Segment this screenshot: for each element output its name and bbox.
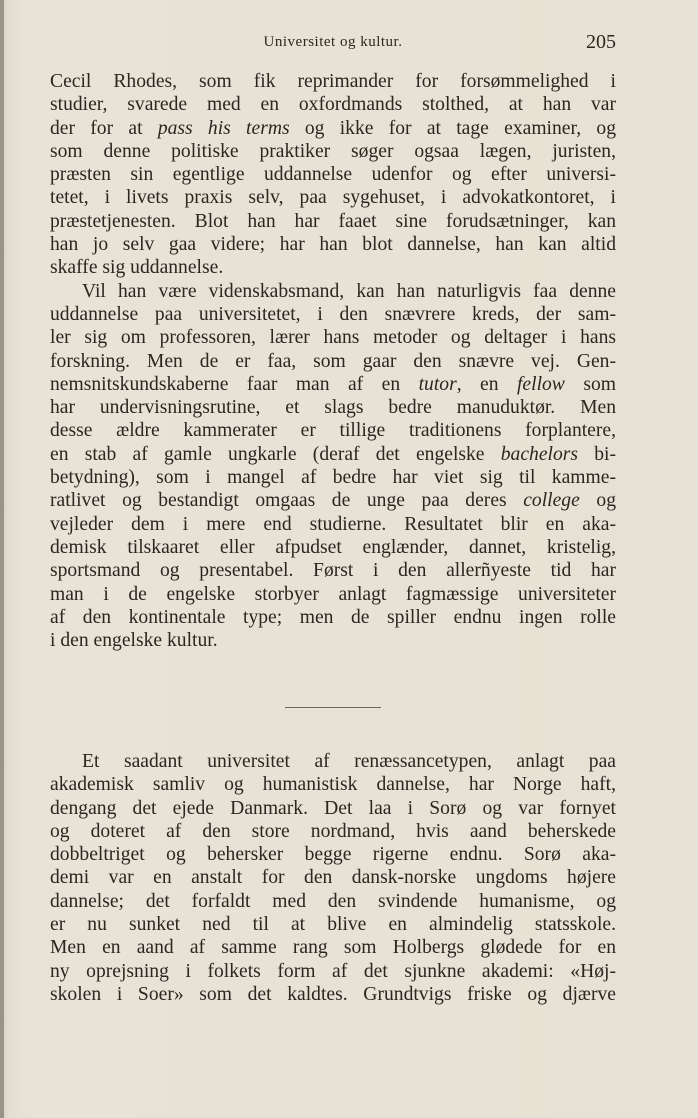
running-title: Universitet og kultur. <box>263 34 403 50</box>
text-line: uddannelse paa universitetet, i den snævrere kreds, der sam- <box>50 303 616 325</box>
text-line: tetet, i livets praxis selv, paa sygehuset, i advokatkontoret, i <box>50 187 616 209</box>
text-line: demi var en anstalt for den dansk-norske ungdoms højere <box>50 867 616 889</box>
text-line: demisk tilskaaret eller afpudset englænder, dannet, kristelig, <box>50 536 616 558</box>
text-line: har undervisningsrutine, et slags bedre manuduktør. Men <box>50 397 616 419</box>
page-binding-edge <box>0 0 4 1118</box>
page-number: 205 <box>586 31 616 53</box>
text-line: skaffe sig uddannelse. <box>50 257 224 279</box>
text-line: præsten sin egentlige uddannelse udenfor og efter universi- <box>50 164 616 186</box>
text-line: som denne politiske praktiker søger ogsaa lægen, juristen, <box>50 140 616 162</box>
text-line: og doteret af den store nordmand, hvis aand beherskede <box>50 820 616 842</box>
text-line: sportsmand og presentabel. Først i den allerñyeste tid har <box>50 560 616 582</box>
text-line: desse ældre kammerater er tillige traditionens forplantere, <box>50 420 616 442</box>
text-line: i den engelske kultur. <box>50 630 218 652</box>
text-line: skolen i Soer» som det kaldtes. Grundtvigs friske og djærve <box>50 983 616 1005</box>
text-line: dobbeltriget og behersker begge rigerne endnu. Sorø aka- <box>50 844 616 866</box>
text-line: betydning), som i mangel af bedre har viet sig til kamme- <box>50 467 616 489</box>
text-line: Cecil Rhodes, som fik reprimander for forsømmelighed i <box>50 71 616 92</box>
text-line: nemsnitskundskaberne faar man af en tutor, en fellow som <box>50 373 616 395</box>
text-line: studier, svarede med en oxfordmands stolthed, at han var <box>50 94 616 116</box>
text-line: han jo selv gaa videre; har han blot dannelse, han kan altid <box>50 234 616 256</box>
italic-term: college <box>523 490 580 512</box>
text-line: ler sig om professoren, lærer hans metoder og deltager i hans <box>50 327 616 349</box>
text-line: ratlivet og bestandigt omgaas de unge paa deres college og <box>50 490 616 512</box>
text-line: vejleder dem i mere end studierne. Resultatet blir en aka- <box>50 513 616 535</box>
text-line: Men en aand af samme rang som Holbergs glødede for en <box>50 937 616 959</box>
italic-term: fellow <box>516 373 565 395</box>
text-line: der for at pass his terms og ikke for at tage examiner, og <box>50 117 616 139</box>
text-line: af den kontinentale type; men de spiller endnu ingen rolle <box>50 606 616 628</box>
text-line: dengang det ejede Danmark. Det laa i Sorø og var fornyet <box>50 797 616 819</box>
italic-term: pass his terms <box>157 117 290 139</box>
text-line: Et saadant universitet af renæssancetypen, anlagt paa <box>82 751 616 772</box>
text-line: akademisk samliv og humanistisk dannelse, har Norge haft, <box>50 774 616 796</box>
running-head <box>50 31 616 54</box>
italic-term: bachelors <box>500 443 579 465</box>
text-block-lower <box>50 750 616 1006</box>
text-line: forskning. Men de er faa, som gaar den snævre vej. Gen- <box>50 350 616 372</box>
text-line: man i de engelske storbyer anlagt fagmæssige universiteter <box>50 583 616 605</box>
section-divider <box>285 707 381 708</box>
italic-term: tutor <box>418 373 457 395</box>
text-line: dannelse; det forfaldt med den svindende humanisme, og <box>50 890 616 912</box>
text-line: Vil han være videnskabsmand, kan han naturligvis faa denne <box>82 280 616 302</box>
text-line: ny oprejsning i folkets form af det sjunkne akademi: «Høj- <box>50 960 616 982</box>
text-line: er nu sunket ned til at blive en almindelig statsskole. <box>50 914 616 936</box>
text-line: en stab af gamle ungkarle (deraf det engelske bachelors bi- <box>50 443 617 465</box>
text-block-upper <box>50 70 616 652</box>
text-line: præstetjenesten. Blot han har faaet sine forudsætninger, kan <box>50 210 616 232</box>
